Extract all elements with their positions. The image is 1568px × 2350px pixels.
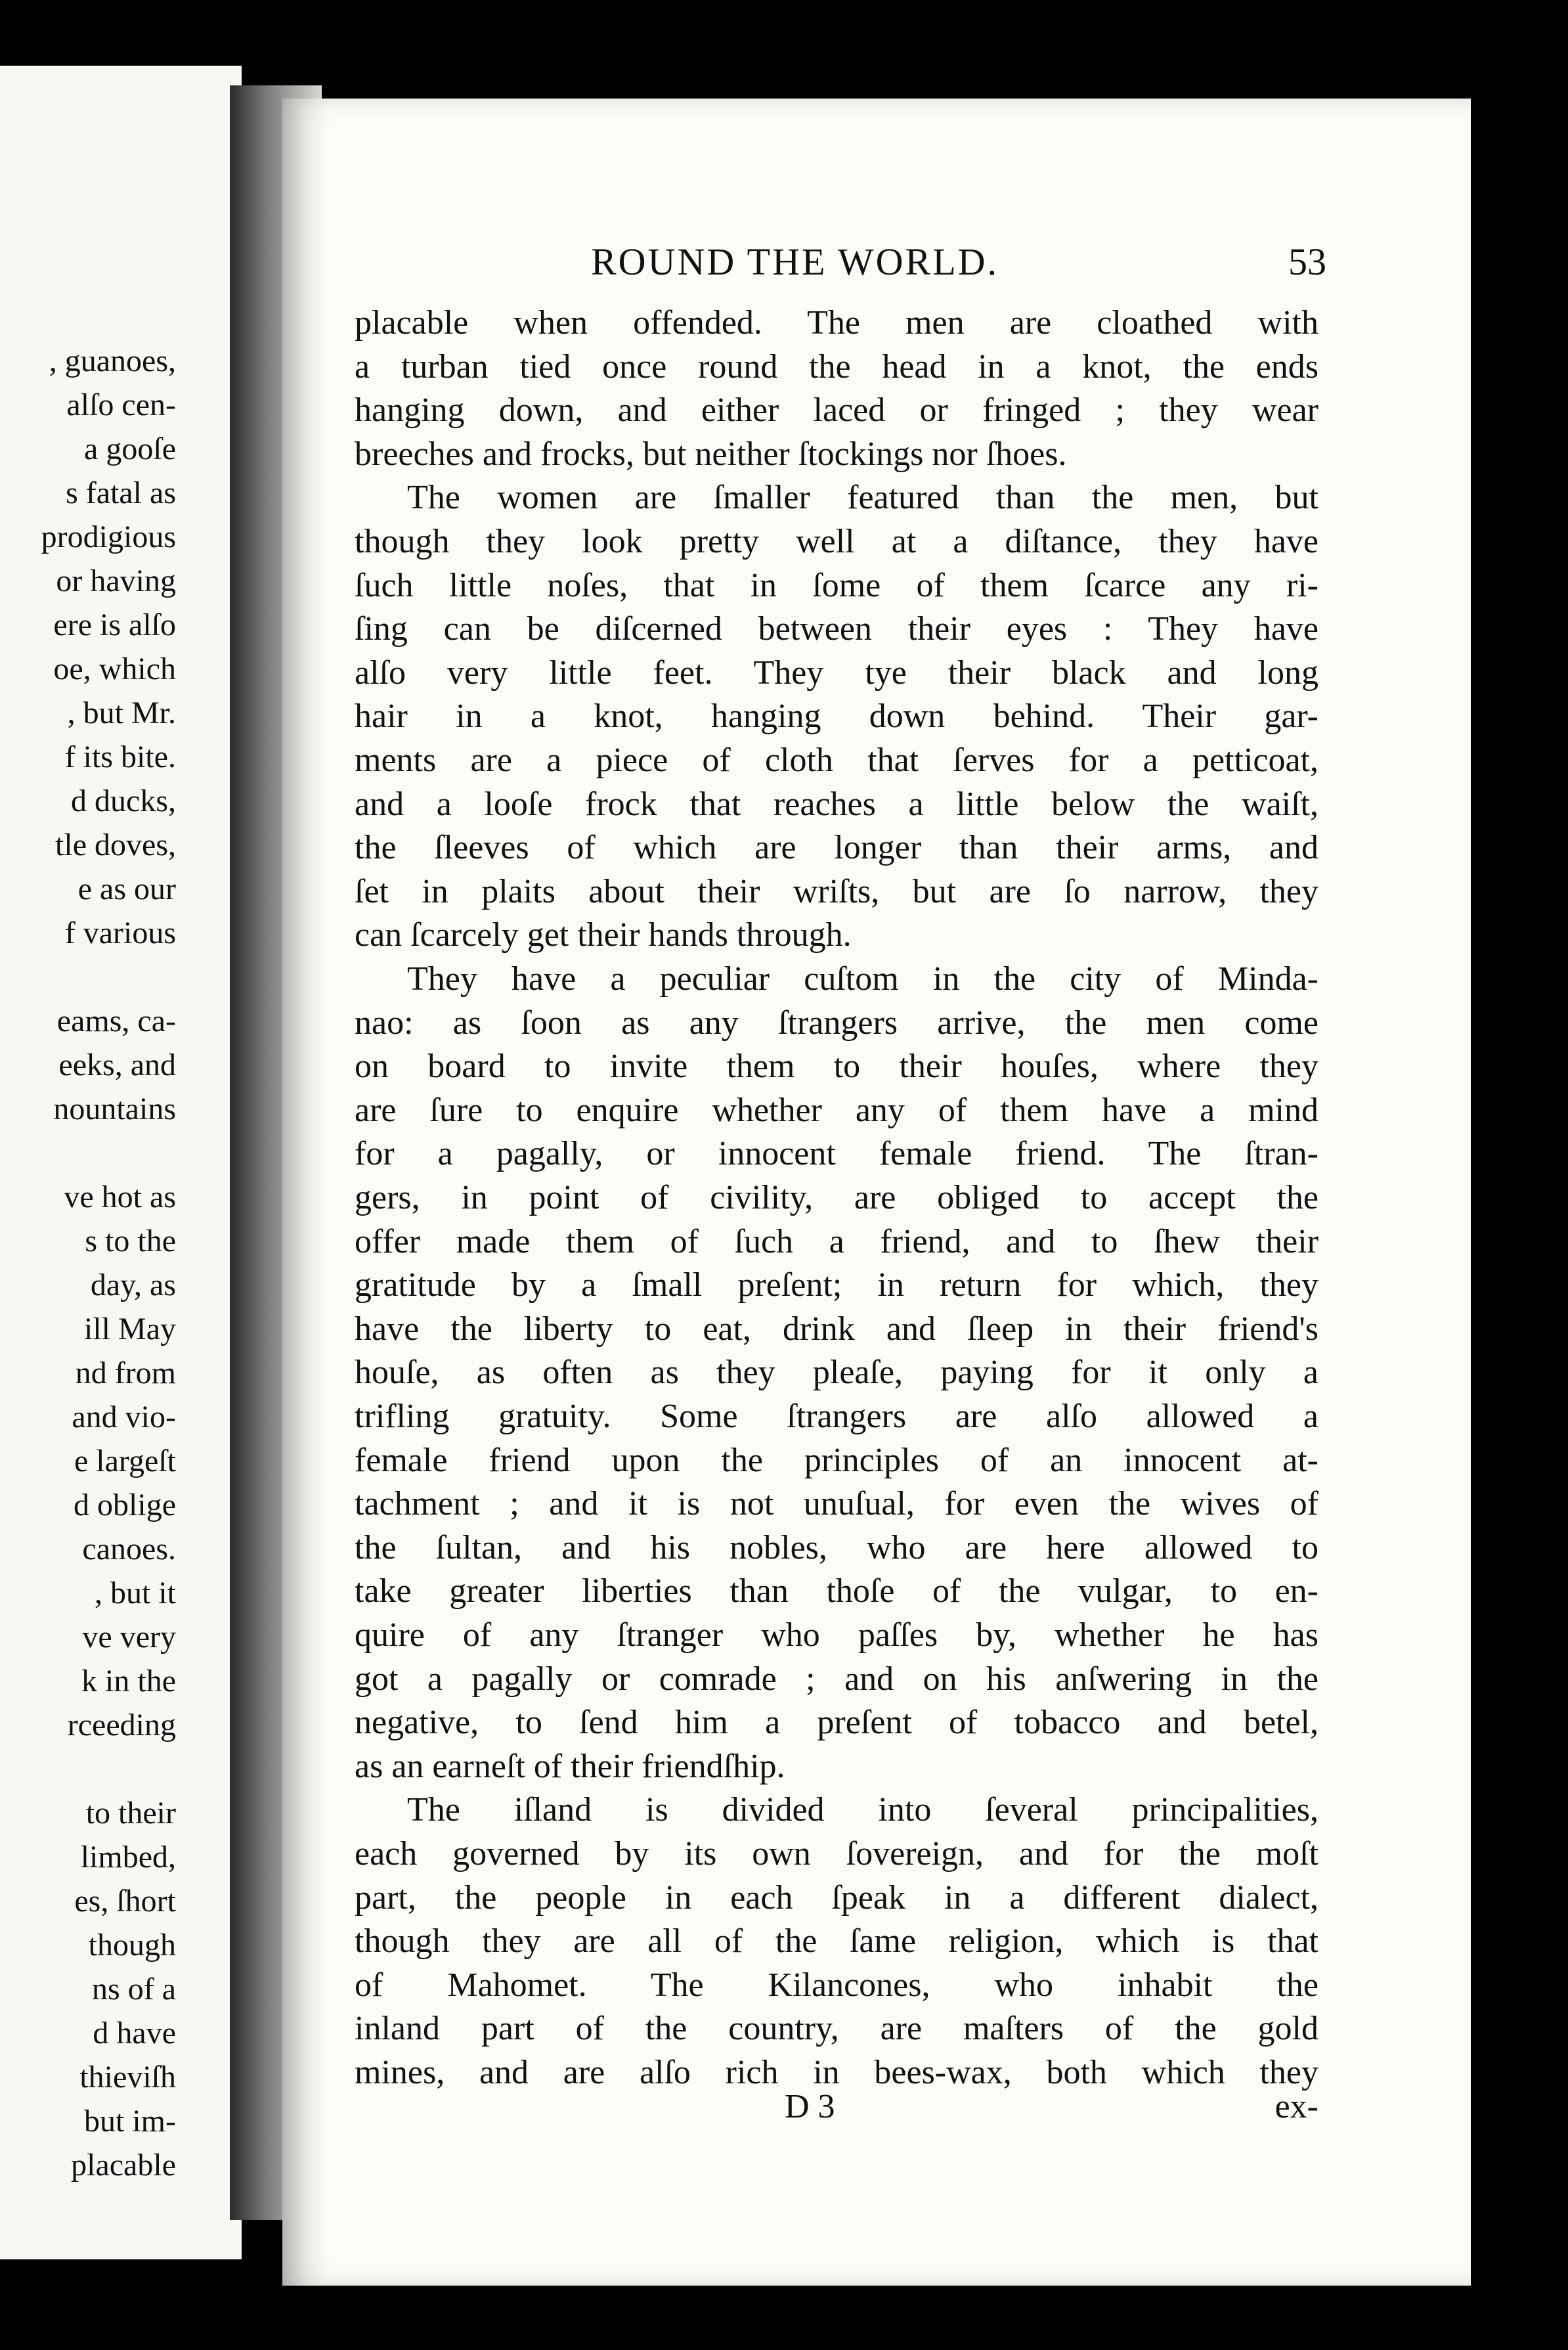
text-line: tachment ; and it is not unuſual, for even the wives of xyxy=(355,1485,1318,1522)
left-page-line: nd from xyxy=(75,1356,176,1390)
left-page-line: , guanoes, xyxy=(49,344,176,378)
text-line: ſet in plaits about their wriſts, but are ſo narrow, they xyxy=(355,873,1318,910)
left-page-line: limbed, xyxy=(80,1840,176,1874)
left-page-line: ere is alſo xyxy=(53,608,176,642)
text-line: ſuch little noſes, that in ſome of them ſcarce any ri- xyxy=(355,567,1318,604)
left-page-line: s fatal as xyxy=(66,476,176,510)
text-line: trifling gratuity. Some ſtrangers are alſo allowed a xyxy=(355,1398,1318,1435)
text-line: mines, and are alſo rich in bees-wax, both which they xyxy=(355,2054,1318,2091)
left-page-line: tle doves, xyxy=(55,828,176,862)
left-page-line: e largeſt xyxy=(74,1444,176,1478)
left-page-line: d oblige xyxy=(74,1488,176,1522)
text-line: The iſland is divided into ſeveral principalities, xyxy=(407,1791,1318,1829)
left-page-line: oe, which xyxy=(53,652,176,686)
text-line: can ſcarcely get their hands through. xyxy=(355,916,852,954)
page-number: 53 xyxy=(1288,240,1326,283)
left-page-line: k in the xyxy=(81,1664,176,1698)
text-line: gratitude by a ſmall preſent; in return for which, they xyxy=(355,1266,1318,1304)
text-line: hair in a knot, hanging down behind. Their gar- xyxy=(355,698,1318,735)
left-page-line: es, ſhort xyxy=(74,1884,176,1918)
left-page-line: thieviſh xyxy=(79,2060,176,2095)
text-line: and a looſe frock that reaches a little below the waiſt, xyxy=(355,786,1318,823)
text-line: female friend upon the principles of an innocent at- xyxy=(355,1442,1318,1479)
left-page-line: , but Mr. xyxy=(67,696,176,730)
left-page-line: eeks, and xyxy=(58,1048,176,1082)
signature-mark: D 3 xyxy=(785,2088,835,2125)
left-page-line: ve hot as xyxy=(64,1180,176,1214)
left-page-line: though xyxy=(88,1928,176,1962)
left-page-line: canoes. xyxy=(82,1532,176,1566)
left-page-line: to their xyxy=(85,1796,176,1830)
text-line: have the liberty to eat, drink and ſleep in their friend's xyxy=(355,1310,1318,1348)
text-line: offer made them of ſuch a friend, and to ſhew their xyxy=(355,1223,1318,1260)
catchword: ex- xyxy=(1274,2088,1318,2125)
text-line: quire of any ſtranger who paſſes by, whether he has xyxy=(355,1616,1318,1654)
text-line: a turban tied once round the head in a knot, the ends xyxy=(355,348,1318,386)
text-line: each governed by its own ſovereign, and for the moſt xyxy=(355,1835,1318,1873)
text-line: hanging down, and either laced or fringed ; they wear xyxy=(355,391,1318,429)
text-line: nao: as ſoon as any ſtrangers arrive, the men come xyxy=(355,1004,1318,1042)
left-page-line: f its bite. xyxy=(64,740,176,774)
left-page-line: ve very xyxy=(82,1620,176,1654)
left-page-line: prodigious xyxy=(41,520,176,554)
left-page-line: eams, ca- xyxy=(56,1004,176,1038)
text-line: take greater liberties than thoſe of the vulgar, to en- xyxy=(355,1572,1318,1610)
left-page-line: , but it xyxy=(94,1576,176,1610)
left-page-line: but im- xyxy=(84,2104,176,2139)
text-line: got a pagally or comrade ; and on his anſwering in the xyxy=(355,1660,1318,1698)
text-line: on board to invite them to their houſes, where they xyxy=(355,1048,1318,1085)
text-line: are ſure to enquire whether any of them have a mind xyxy=(355,1092,1318,1129)
left-page-line: d have xyxy=(93,2016,176,2051)
text-line: the ſultan, and his nobles, who are here allowed to xyxy=(355,1529,1318,1566)
left-page-line: nountains xyxy=(53,1092,176,1126)
text-line: inland part of the country, are maſters of the gold xyxy=(355,2010,1318,2047)
left-page-line: placable xyxy=(71,2148,176,2183)
text-line: ſing can be diſcerned between their eyes : They have xyxy=(355,610,1318,648)
left-page-line: rceeding xyxy=(67,1708,176,1742)
text-line: They have a peculiar cuſtom in the city of Minda- xyxy=(407,960,1318,998)
left-page-line: day, as xyxy=(90,1268,176,1302)
left-page-line: f various xyxy=(64,916,176,950)
page-footer xyxy=(355,2087,1318,2133)
text-line: negative, to ſend him a preſent of tobacco and betel, xyxy=(355,1704,1318,1741)
left-page-line: s to the xyxy=(85,1224,176,1258)
text-line: ments are a piece of cloth that ſerves for a petticoat, xyxy=(355,742,1318,779)
text-line: the ſleeves of which are longer than their arms, and xyxy=(355,829,1318,866)
running-head: ROUND THE WORLD. xyxy=(591,240,999,283)
text-line: for a pagally, or innocent female friend. The ſtran- xyxy=(355,1135,1318,1172)
text-line: houſe, as often as they pleaſe, paying for it only a xyxy=(355,1354,1318,1391)
text-line: breeches and frocks, but neither ſtockings nor ſhoes. xyxy=(355,435,1067,473)
text-line: though they are all of the ſame religion, which is that xyxy=(355,1922,1318,1960)
text-line: part, the people in each ſpeak in a different dialect, xyxy=(355,1879,1318,1917)
page-header xyxy=(355,240,1326,286)
left-page-line: ill May xyxy=(84,1312,176,1346)
left-page-line: alſo cen- xyxy=(66,388,176,422)
text-line: placable when offended. The men are cloathed with xyxy=(355,304,1318,342)
left-page-line: e as our xyxy=(77,872,176,906)
left-page-line: a gooſe xyxy=(84,432,176,466)
text-line: though they look pretty well at a diſtance, they have xyxy=(355,523,1318,560)
text-line: of Mahomet. The Kilancones, who inhabit the xyxy=(355,1966,1318,2004)
left-page-line: ns of a xyxy=(92,1972,176,2006)
left-page-line: and vio- xyxy=(72,1400,176,1434)
text-line: alſo very little feet. They tye their black and long xyxy=(355,654,1318,692)
left-page-line: or having xyxy=(56,564,176,598)
left-page-line: d ducks, xyxy=(71,784,176,818)
text-line: gers, in point of civility, are obliged to accept the xyxy=(355,1179,1318,1216)
text-line: as an earneſt of their friendſhip. xyxy=(355,1748,785,1785)
text-line: The women are ſmaller featured than the men, but xyxy=(407,479,1318,516)
